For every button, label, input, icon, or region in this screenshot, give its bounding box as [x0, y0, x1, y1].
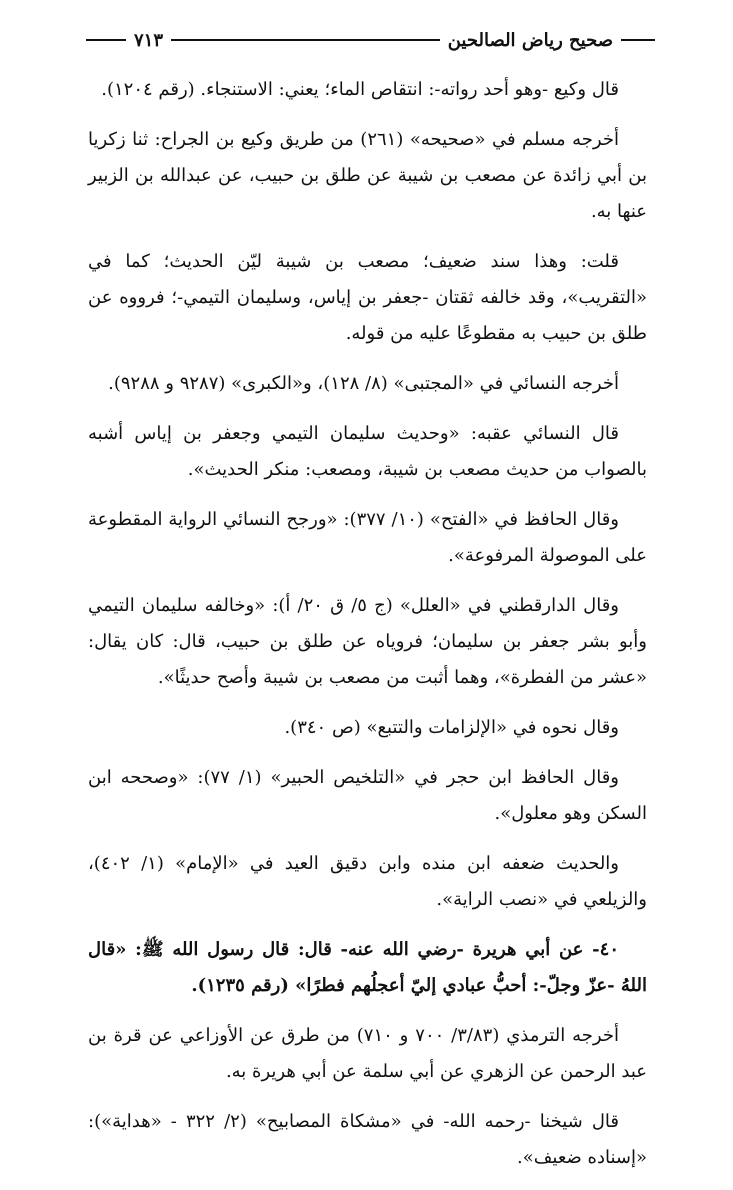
page-body	[88, 72, 647, 1190]
paragraph-ilzamat: وقال نحوه في «الإلزامات والتتبع» (ص ٣٤٠).	[284, 717, 619, 738]
paragraph-muslim-takhrij: أخرجه مسلم في «صحيحه» (٢٦١) من طريق وكيع بن الجراح: ثنا زكريا بن أبي زائدة عن مصعب بن شيبة عن طلق بن حبيب، عن عبدالله بن الزبير عنها به.	[88, 129, 647, 222]
header-rule-right	[621, 39, 655, 41]
paragraph-mishkat-quote: قال شيخنا -رحمه الله- في «مشكاة المصابيح» (٢/ ٣٢٢ - «هداية»): «إسناده ضعيف».	[88, 1111, 647, 1168]
paragraph-daraqutni-ilal: وقال الدارقطني في «العلل» (ج ٥/ ق ٢٠/ أ): «وخالفه سليمان التيمي وأبو بشر جعفر بن سليمان؛ فروياه عن طلق بن حبيب، قال: كان يقال: «عشر من الفطرة»، وهما أثبت من مصعب بن شيبة وأصح حديثًا».	[88, 595, 647, 688]
running-title: صحيح رياض الصالحين	[447, 29, 613, 51]
paragraph-talkhis: وقال الحافظ ابن حجر في «التلخيص الحبير» (١/ ٧٧): «وصححه ابن السكن وهو معلول».	[88, 767, 647, 824]
paragraph-sanad-weakness: قلت: وهذا سند ضعيف؛ مصعب بن شيبة ليّن الحديث؛ كما في «التقريب»، وقد خالفه ثقتان -جعفر بن إياس، وسليمان التيمي-؛ فرووه عن طلق بن حبيب به مقطوعًا عليه من قوله.	[88, 251, 647, 344]
paragraph-nasai-comment: قال النسائي عقبه: «وحديث سليمان التيمي وجعفر بن إياس أشبه بالصواب من حديث مصعب بن شيبة، ومصعب: منكر الحديث».	[88, 423, 647, 480]
running-header	[86, 26, 655, 54]
paragraph-tirmidhi-takhrij: أخرجه الترمذي (٣/٨٣/ ٧٠٠ و ٧١٠) من طرق عن الأوزاعي عن قرة بن عبد الرحمن عن الزهري عن أبي سلمة عن أبي هريرة به.	[88, 1025, 647, 1082]
header-rule-middle	[171, 39, 440, 41]
paragraph-waki-quote: قال وكيع -وهو أحد رواته-: انتقاص الماء؛ يعني: الاستنجاء. (رقم ١٢٠٤).	[101, 79, 619, 100]
paragraph-fath-quote: وقال الحافظ في «الفتح» (١٠/ ٣٧٧): «ورجح النسائي الرواية المقطوعة على الموصولة المرفوعة».	[88, 509, 647, 566]
paragraph-nasai-takhrij: أخرجه النسائي في «المجتبى» (٨/ ١٢٨)، و«الكبرى» (٩٢٨٧ و ٩٢٨٨).	[108, 373, 619, 394]
hadith-40: ٤٠- عن أبي هريرة -رضي الله عنه- قال: قال رسول الله ﷺ: «قال اللهُ -عزّ وجلّ-: أحبُّ عبادي إليّ أعجلُهم فطرًا» (رقم ١٢٣٥).	[88, 939, 647, 996]
page-number: ٧١٣	[134, 29, 164, 51]
header-rule-left	[86, 39, 126, 41]
paragraph-weakened-by: والحديث ضعفه ابن منده وابن دقيق العيد في «الإمام» (١/ ٤٠٢)، والزيلعي في «نصب الراية».	[88, 853, 647, 910]
